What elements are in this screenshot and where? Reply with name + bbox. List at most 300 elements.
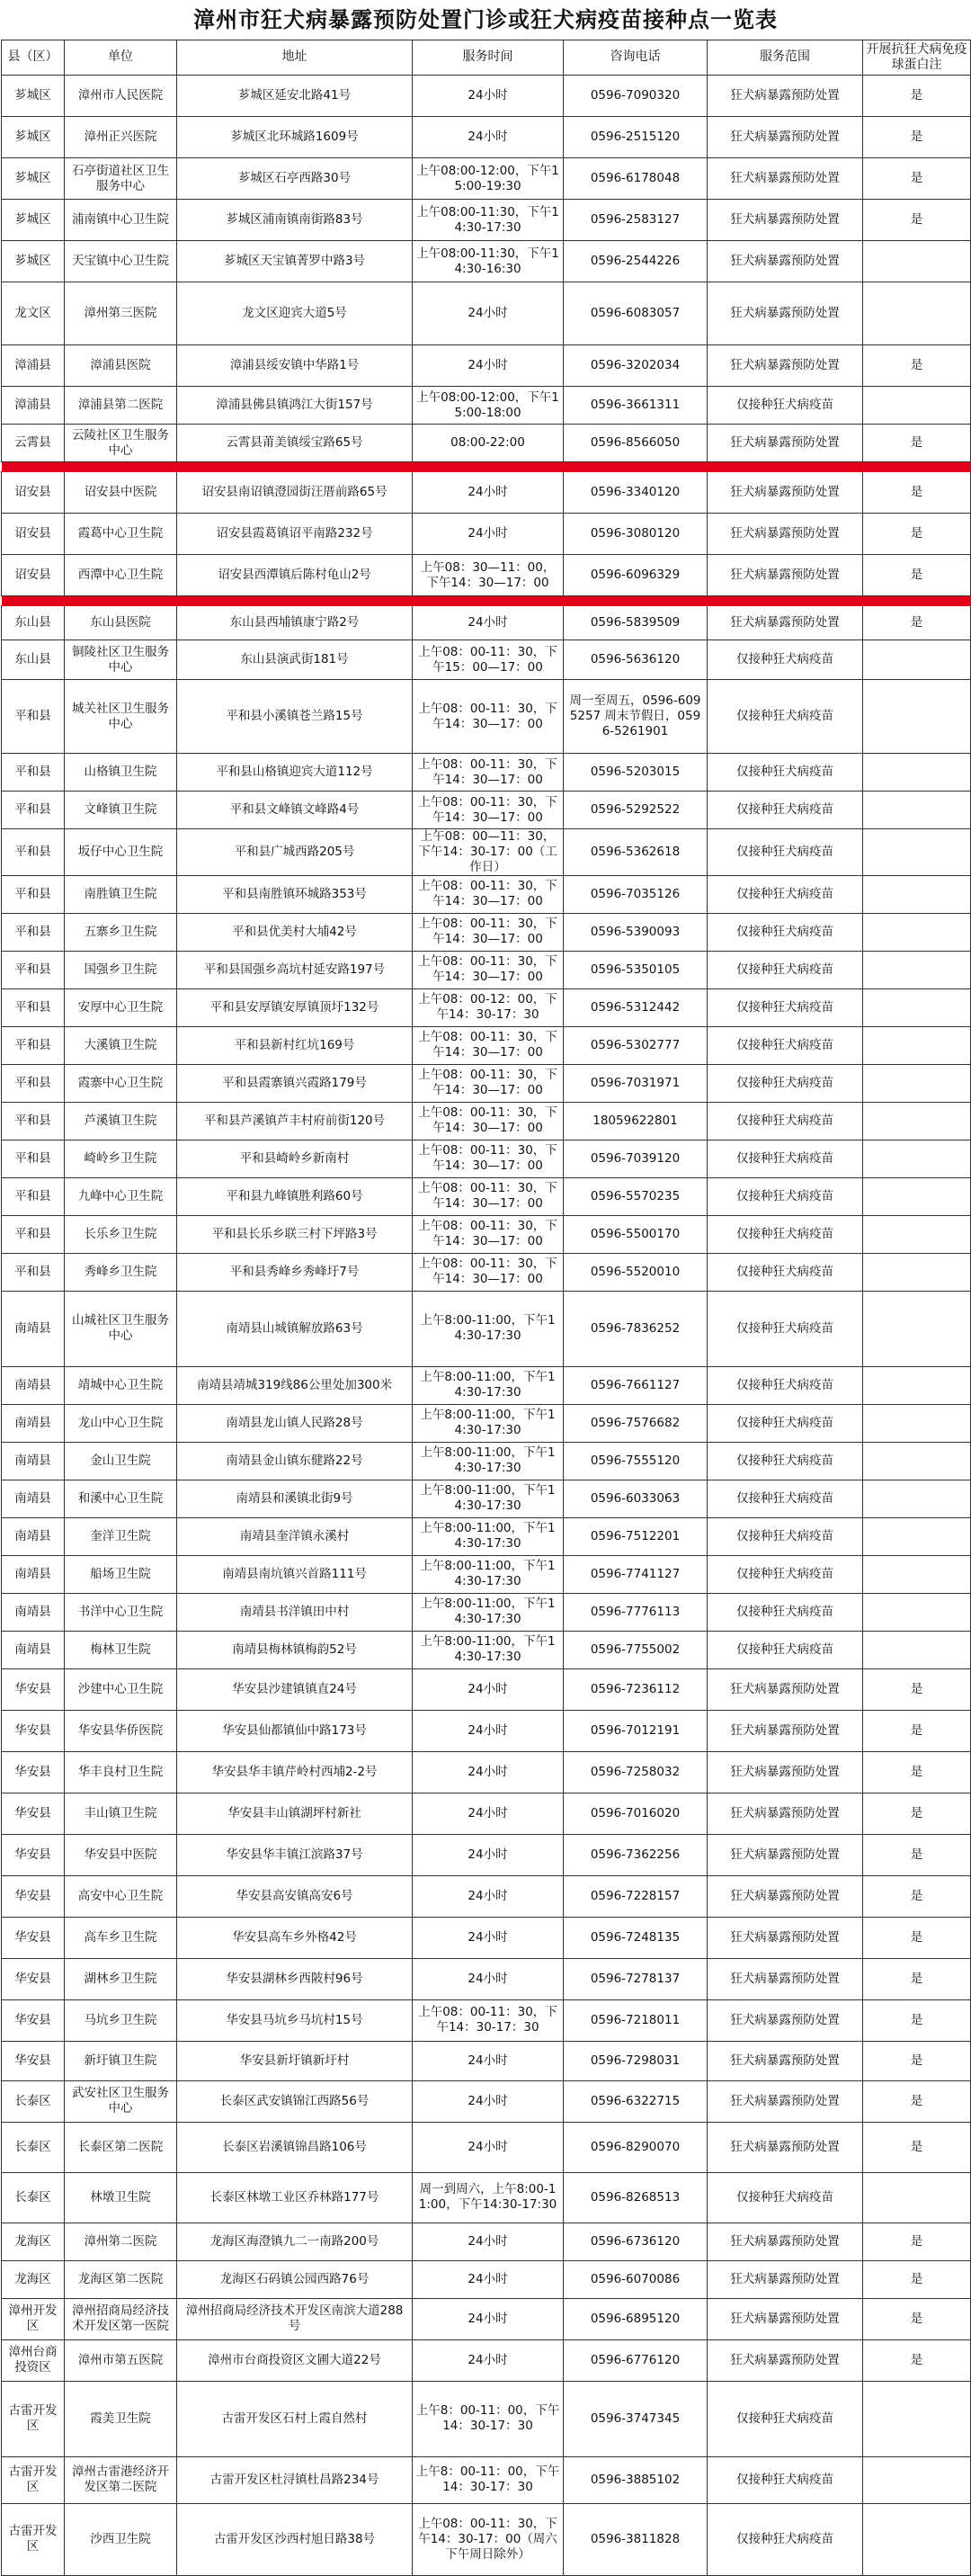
cell-county: 平和县 [2, 988, 65, 1026]
cell-hours: 上午08：00-11：30，下午14：30—17：00 [413, 1253, 564, 1291]
cell-immunoglobulin [863, 913, 971, 951]
cell-address: 龙海区石码镇公园西路76号 [177, 2260, 413, 2298]
cell-phone: 0596-5312442 [564, 988, 708, 1026]
cell-scope: 狂犬病暴露预防处置 [708, 425, 863, 462]
cell-address: 漳浦县佛县镇鸿江大街157号 [177, 387, 413, 425]
cell-hours: 上午08：00-11：30，下午14：30—17：00 [413, 792, 564, 829]
cell-county: 华安县 [2, 1668, 65, 1710]
cell-scope: 狂犬病暴露预防处置 [708, 1999, 863, 2041]
cell-scope: 狂犬病暴露预防处置 [708, 514, 863, 555]
cell-phone: 0596-3340120 [564, 472, 708, 514]
table-row [2, 387, 971, 425]
header-unit: 单位 [65, 40, 177, 76]
cell-immunoglobulin: 是 [863, 2260, 971, 2298]
cell-hours: 24小时 [413, 2223, 564, 2260]
cell-hours: 上午8:00-11:00，下午14:30-17:30 [413, 1442, 564, 1480]
cell-phone: 0596-7090320 [564, 76, 708, 117]
cell-unit: 南胜镇卫生院 [65, 875, 177, 913]
cell-scope: 狂犬病暴露预防处置 [708, 1710, 863, 1751]
cell-address: 诏安县霞葛镇诏平南路232号 [177, 514, 413, 555]
table-row [2, 1442, 971, 1480]
cell-address: 平和县小溪镇苍兰路15号 [177, 680, 413, 754]
cell-address: 南靖县和溪镇北街9号 [177, 1480, 413, 1517]
cell-unit: 船场卫生院 [65, 1555, 177, 1593]
cell-hours: 24小时 [413, 1668, 564, 1710]
cell-immunoglobulin: 是 [863, 1834, 971, 1875]
cell-unit: 长乐乡卫生院 [65, 1215, 177, 1253]
cell-hours: 上午8:00-11:00，下午14:30-17:30 [413, 1291, 564, 1366]
table-row [2, 829, 971, 876]
table-row [2, 117, 971, 158]
cell-hours: 24小时 [413, 2260, 564, 2298]
cell-hours: 24小时 [413, 1751, 564, 1793]
cell-immunoglobulin [863, 1026, 971, 1064]
cell-scope: 仅接种狂犬病疫苗 [708, 875, 863, 913]
cell-address: 华安县高车乡外格42号 [177, 1917, 413, 1958]
table-row [2, 1751, 971, 1793]
cell-phone: 0596-5302777 [564, 1026, 708, 1064]
cell-address: 平和县新村红坑169号 [177, 1026, 413, 1064]
cell-address: 芗城区天宝镇菁罗中路3号 [177, 241, 413, 282]
cell-immunoglobulin [863, 387, 971, 425]
cell-county: 平和县 [2, 829, 65, 876]
cell-immunoglobulin [863, 1366, 971, 1404]
cell-scope: 狂犬病暴露预防处置 [708, 1751, 863, 1793]
cell-phone: 0596-7836252 [564, 1291, 708, 1366]
cell-unit: 华丰良村卫生院 [65, 1751, 177, 1793]
cell-immunoglobulin: 是 [863, 345, 971, 387]
cell-county: 南靖县 [2, 1517, 65, 1555]
table-row [2, 1102, 971, 1140]
cell-county: 华安县 [2, 1875, 65, 1917]
cell-scope: 狂犬病暴露预防处置 [708, 472, 863, 514]
cell-scope: 仅接种狂犬病疫苗 [708, 387, 863, 425]
cell-phone: 0596-7298031 [564, 2041, 708, 2080]
cell-scope: 仅接种狂犬病疫苗 [708, 2172, 863, 2223]
table-row [2, 1253, 971, 1291]
cell-county: 华安县 [2, 1751, 65, 1793]
table-row [2, 1026, 971, 1064]
cell-scope: 仅接种狂犬病疫苗 [708, 1102, 863, 1140]
table-row [2, 2381, 971, 2456]
cell-address: 芗城区延安北路41号 [177, 76, 413, 117]
table-row [2, 158, 971, 200]
cell-address: 云霄县莆美镇绥宝路65号 [177, 425, 413, 462]
cell-county: 南靖县 [2, 1366, 65, 1404]
cell-immunoglobulin [863, 829, 971, 876]
table-row [2, 1875, 971, 1917]
table-row [2, 1404, 971, 1442]
cell-address: 南靖县龙山镇人民路28号 [177, 1404, 413, 1442]
cell-phone: 0596-7248135 [564, 1917, 708, 1958]
cell-immunoglobulin: 是 [863, 1958, 971, 1999]
cell-county: 芗城区 [2, 200, 65, 241]
cell-hours: 24小时 [413, 606, 564, 640]
cell-hours: 上午08：00-11：30，下午14：30—17：00 [413, 913, 564, 951]
cell-scope: 仅接种狂犬病疫苗 [708, 1555, 863, 1593]
cell-county: 平和县 [2, 680, 65, 754]
table-row [2, 988, 971, 1026]
cell-county: 芗城区 [2, 76, 65, 117]
cell-scope: 仅接种狂犬病疫苗 [708, 829, 863, 876]
cell-county: 华安县 [2, 1834, 65, 1875]
cell-phone: 0596-3885102 [564, 2456, 708, 2503]
cell-hours: 上午8:00-11:00，下午14:30-17:30 [413, 1555, 564, 1593]
table-row [2, 2122, 971, 2172]
cell-immunoglobulin [863, 2456, 971, 2503]
cell-hours: 上午08：00-11：30，下午14：30—17：00 [413, 951, 564, 988]
cell-county: 南靖县 [2, 1480, 65, 1517]
table-row [2, 1480, 971, 1517]
cell-county: 平和县 [2, 1064, 65, 1102]
cell-scope: 仅接种狂犬病疫苗 [708, 2456, 863, 2503]
cell-scope: 狂犬病暴露预防处置 [708, 2260, 863, 2298]
cell-scope: 狂犬病暴露预防处置 [708, 2339, 863, 2381]
cell-scope: 狂犬病暴露预防处置 [708, 1875, 863, 1917]
cell-hours: 上午08:00-11:30，下午14:30-17:30 [413, 200, 564, 241]
cell-unit: 湖林乡卫生院 [65, 1958, 177, 1999]
cell-county: 华安县 [2, 1999, 65, 2041]
cell-county: 平和县 [2, 1026, 65, 1064]
cell-scope: 狂犬病暴露预防处置 [708, 158, 863, 200]
cell-unit: 沙建中心卫生院 [65, 1668, 177, 1710]
cell-immunoglobulin [863, 754, 971, 792]
cell-unit: 靖城中心卫生院 [65, 1366, 177, 1404]
cell-immunoglobulin: 是 [863, 2122, 971, 2172]
cell-phone: 0596-3202034 [564, 345, 708, 387]
cell-hours: 24小时 [413, 117, 564, 158]
cell-immunoglobulin: 是 [863, 1793, 971, 1834]
cell-address: 芗城区石亭西路30号 [177, 158, 413, 200]
cell-unit: 文峰镇卫生院 [65, 792, 177, 829]
cell-county: 平和县 [2, 951, 65, 988]
cell-immunoglobulin: 是 [863, 1710, 971, 1751]
cell-scope: 仅接种狂犬病疫苗 [708, 1517, 863, 1555]
cell-immunoglobulin: 是 [863, 2080, 971, 2122]
cell-hours: 24小时 [413, 1958, 564, 1999]
cell-address: 华安县马坑乡马坑村15号 [177, 1999, 413, 2041]
cell-phone: 18059622801 [564, 1102, 708, 1140]
cell-scope: 狂犬病暴露预防处置 [708, 282, 863, 345]
cell-scope: 狂犬病暴露预防处置 [708, 200, 863, 241]
cell-hours: 上午8：00-11：00，下午14：30-17：30 [413, 2456, 564, 2503]
cell-unit: 城关社区卫生服务中心 [65, 680, 177, 754]
cell-phone: 0596-2544226 [564, 241, 708, 282]
table-row [2, 1366, 971, 1404]
cell-immunoglobulin: 是 [863, 2223, 971, 2260]
cell-phone: 0596-7576682 [564, 1404, 708, 1442]
table-row [2, 345, 971, 387]
cell-hours: 24小时 [413, 76, 564, 117]
cell-address: 南靖县南坑镇兴首路111号 [177, 1555, 413, 1593]
cell-hours: 上午08：00-11：30，下午14：30—17：00 [413, 1215, 564, 1253]
cell-county: 古雷开发区 [2, 2503, 65, 2575]
cell-address: 平和县长乐乡联三村下坪路3号 [177, 1215, 413, 1253]
cell-address: 平和县广城西路205号 [177, 829, 413, 876]
cell-county: 平和县 [2, 875, 65, 913]
cell-county: 诏安县 [2, 514, 65, 555]
cell-hours: 周一到周六，上午8:00-11:00，下午14:30-17:30 [413, 2172, 564, 2223]
divider-cell [2, 596, 971, 606]
table-row [2, 792, 971, 829]
table-row [2, 680, 971, 754]
cell-scope: 仅接种狂犬病疫苗 [708, 1064, 863, 1102]
cell-immunoglobulin: 是 [863, 1875, 971, 1917]
cell-hours: 24小时 [413, 345, 564, 387]
cell-hours: 上午8:00-11:00，下午14:30-17:30 [413, 1631, 564, 1668]
cell-address: 华安县新圩镇新圩村 [177, 2041, 413, 2080]
divider-cell [2, 462, 971, 472]
cell-county: 诏安县 [2, 555, 65, 596]
cell-phone: 0596-7035126 [564, 875, 708, 913]
cell-phone: 0596-3661311 [564, 387, 708, 425]
cell-county: 漳浦县 [2, 387, 65, 425]
cell-county: 华安县 [2, 1958, 65, 1999]
cell-county: 长泰区 [2, 2172, 65, 2223]
header-scope: 服务范围 [708, 40, 863, 76]
table-row [2, 1140, 971, 1177]
cell-immunoglobulin [863, 282, 971, 345]
cell-address: 龙文区迎宾大道5号 [177, 282, 413, 345]
cell-county: 平和县 [2, 1253, 65, 1291]
cell-scope: 狂犬病暴露预防处置 [708, 606, 863, 640]
cell-county: 南靖县 [2, 1404, 65, 1442]
cell-unit: 新圩镇卫生院 [65, 2041, 177, 2080]
cell-hours: 24小时 [413, 514, 564, 555]
cell-unit: 沙西卫生院 [65, 2503, 177, 2575]
cell-immunoglobulin [863, 875, 971, 913]
cell-scope: 狂犬病暴露预防处置 [708, 1793, 863, 1834]
cell-unit: 漳州市人民医院 [65, 76, 177, 117]
cell-unit: 国强乡卫生院 [65, 951, 177, 988]
cell-immunoglobulin: 是 [863, 606, 971, 640]
header-hours: 服务时间 [413, 40, 564, 76]
cell-scope: 狂犬病暴露预防处置 [708, 2223, 863, 2260]
cell-unit: 九峰中心卫生院 [65, 1177, 177, 1215]
cell-phone: 0596-7031971 [564, 1064, 708, 1102]
cell-scope: 狂犬病暴露预防处置 [708, 2122, 863, 2172]
cell-unit: 铜陵社区卫生服务中心 [65, 640, 177, 680]
cell-phone: 0596-5570235 [564, 1177, 708, 1215]
cell-unit: 云陵社区卫生服务中心 [65, 425, 177, 462]
cell-unit: 漳州招商局经济技术开发区第一医院 [65, 2298, 177, 2339]
cell-immunoglobulin: 是 [863, 472, 971, 514]
cell-county: 龙海区 [2, 2260, 65, 2298]
cell-county: 南靖县 [2, 1593, 65, 1631]
table-row [2, 951, 971, 988]
cell-hours: 上午08:00-12:00，下午15:00-18:00 [413, 387, 564, 425]
cell-county: 南靖县 [2, 1555, 65, 1593]
cell-unit: 秀峰乡卫生院 [65, 1253, 177, 1291]
cell-unit: 浦南镇中心卫生院 [65, 200, 177, 241]
cell-hours: 上午08：00—11：30，下午14：30-17：00（工作日） [413, 829, 564, 876]
cell-county: 诏安县 [2, 472, 65, 514]
red-divider-bar [2, 462, 971, 472]
table-row [2, 2172, 971, 2223]
cell-immunoglobulin: 是 [863, 158, 971, 200]
cell-unit: 书洋中心卫生院 [65, 1593, 177, 1631]
cell-immunoglobulin [863, 1253, 971, 1291]
cell-county: 华安县 [2, 1793, 65, 1834]
cell-scope: 仅接种狂犬病疫苗 [708, 754, 863, 792]
cell-county: 平和县 [2, 792, 65, 829]
cell-hours: 上午08：00-11：30，下午14：30—17：00 [413, 754, 564, 792]
cell-address: 平和县霞寨镇兴霞路179号 [177, 1064, 413, 1102]
cell-phone: 0596-3080120 [564, 514, 708, 555]
cell-unit: 龙海区第二医院 [65, 2260, 177, 2298]
cell-phone: 0596-7278137 [564, 1958, 708, 1999]
cell-scope: 仅接种狂犬病疫苗 [708, 1140, 863, 1177]
header-phone: 咨询电话 [564, 40, 708, 76]
cell-county: 南靖县 [2, 1442, 65, 1480]
table-row [2, 2041, 971, 2080]
cell-unit: 山格镇卫生院 [65, 754, 177, 792]
cell-immunoglobulin: 是 [863, 514, 971, 555]
cell-scope: 仅接种狂犬病疫苗 [708, 680, 863, 754]
cell-address: 漳州市台商投资区文圃大道22号 [177, 2339, 413, 2381]
cell-unit: 石亭街道社区卫生服务中心 [65, 158, 177, 200]
clinic-table [1, 40, 971, 2576]
cell-immunoglobulin: 是 [863, 555, 971, 596]
table-row [2, 1177, 971, 1215]
cell-hours: 08:00-22:00 [413, 425, 564, 462]
cell-unit: 漳州第三医院 [65, 282, 177, 345]
cell-immunoglobulin [863, 680, 971, 754]
cell-unit: 五寨乡卫生院 [65, 913, 177, 951]
cell-address: 华安县仙都镇仙中路173号 [177, 1710, 413, 1751]
cell-scope: 仅接种狂犬病疫苗 [708, 1177, 863, 1215]
cell-address: 南靖县金山镇东健路22号 [177, 1442, 413, 1480]
cell-hours: 上午08：00-11：30，下午14：30-17：00（周六下午周日除外） [413, 2503, 564, 2575]
cell-hours: 24小时 [413, 2298, 564, 2339]
cell-phone: 0596-5203015 [564, 754, 708, 792]
table-row [2, 514, 971, 555]
cell-address: 平和县安厚镇安厚镇顶圩132号 [177, 988, 413, 1026]
cell-hours: 24小时 [413, 2122, 564, 2172]
cell-address: 平和县秀峰乡秀峰圩7号 [177, 1253, 413, 1291]
cell-unit: 漳州古雷港经济开发区第二医院 [65, 2456, 177, 2503]
cell-county: 南靖县 [2, 1631, 65, 1668]
cell-immunoglobulin [863, 1140, 971, 1177]
cell-hours: 24小时 [413, 1710, 564, 1751]
cell-phone: 0596-6736120 [564, 2223, 708, 2260]
cell-address: 东山县演武街181号 [177, 640, 413, 680]
cell-county: 芗城区 [2, 241, 65, 282]
cell-phone: 0596-5500170 [564, 1215, 708, 1253]
cell-hours: 上午08：00-11：30，下午14：30—17：00 [413, 1026, 564, 1064]
page-title: 漳州市狂犬病暴露预防处置门诊或狂犬病疫苗接种点一览表 [193, 7, 778, 32]
cell-phone: 0596-5636120 [564, 640, 708, 680]
cell-county: 平和县 [2, 1215, 65, 1253]
table-row [2, 1710, 971, 1751]
cell-hours: 24小时 [413, 2041, 564, 2080]
table-row [2, 1555, 971, 1593]
cell-unit: 崎岭乡卫生院 [65, 1140, 177, 1177]
cell-phone: 0596-5839509 [564, 606, 708, 640]
cell-address: 诏安县西潭镇后陈村龟山2号 [177, 555, 413, 596]
cell-phone: 0596-7236112 [564, 1668, 708, 1710]
cell-phone: 0596-7258032 [564, 1751, 708, 1793]
cell-address: 漳州招商局经济技术开发区南滨大道288号 [177, 2298, 413, 2339]
cell-scope: 仅接种狂犬病疫苗 [708, 1366, 863, 1404]
cell-phone: 0596-7512201 [564, 1517, 708, 1555]
cell-address: 龙海区海澄镇九二一南路200号 [177, 2223, 413, 2260]
cell-hours: 上午08：00-11：30，下午14：30—17：00 [413, 1064, 564, 1102]
cell-county: 东山县 [2, 606, 65, 640]
cell-county: 云霄县 [2, 425, 65, 462]
cell-immunoglobulin: 是 [863, 2339, 971, 2381]
cell-phone: 0596-6178048 [564, 158, 708, 200]
cell-address: 平和县国强乡高坑村延安路197号 [177, 951, 413, 988]
cell-hours: 上午08：00-11：30，下午14：30—17：00 [413, 875, 564, 913]
cell-scope: 仅接种狂犬病疫苗 [708, 640, 863, 680]
cell-address: 长泰区岩溪镇锦昌路106号 [177, 2122, 413, 2172]
cell-phone: 0596-3811828 [564, 2503, 708, 2575]
table-row [2, 640, 971, 680]
cell-address: 长泰区武安镇锦江西路56号 [177, 2080, 413, 2122]
cell-unit: 东山县医院 [65, 606, 177, 640]
cell-scope: 狂犬病暴露预防处置 [708, 1958, 863, 1999]
cell-phone: 0596-7776113 [564, 1593, 708, 1631]
cell-immunoglobulin [863, 988, 971, 1026]
cell-immunoglobulin [863, 1404, 971, 1442]
cell-address: 华安县华丰镇芹岭村西埔2-2号 [177, 1751, 413, 1793]
cell-unit: 霞寨中心卫生院 [65, 1064, 177, 1102]
cell-scope: 狂犬病暴露预防处置 [708, 1834, 863, 1875]
table-row [2, 606, 971, 640]
cell-county: 古雷开发区 [2, 2381, 65, 2456]
cell-unit: 金山卫生院 [65, 1442, 177, 1480]
cell-address: 南靖县靖城319线86公里处加300米 [177, 1366, 413, 1404]
cell-address: 平和县山格镇迎宾大道112号 [177, 754, 413, 792]
table-row [2, 2260, 971, 2298]
cell-unit: 漳州正兴医院 [65, 117, 177, 158]
table-row [2, 200, 971, 241]
cell-hours: 上午08：00-11：30，下午14：30—17：00 [413, 680, 564, 754]
cell-unit: 芦溪镇卫生院 [65, 1102, 177, 1140]
cell-phone: 0596-7362256 [564, 1834, 708, 1875]
cell-hours: 上午08：00-11：30，下午14：30—17：00 [413, 1140, 564, 1177]
header-immunoglobulin: 开展抗狂犬病免疫球蛋白注 [863, 40, 971, 76]
cell-hours: 上午08：00-11：30，下午14：30—17：00 [413, 1102, 564, 1140]
cell-address: 芗城区北环城路1609号 [177, 117, 413, 158]
cell-scope: 仅接种狂犬病疫苗 [708, 1291, 863, 1366]
cell-county: 东山县 [2, 640, 65, 680]
cell-hours: 24小时 [413, 1875, 564, 1917]
table-row [2, 425, 971, 462]
table-row [2, 2339, 971, 2381]
table-row [2, 1668, 971, 1710]
cell-unit: 西潭中心卫生院 [65, 555, 177, 596]
cell-county: 长泰区 [2, 2080, 65, 2122]
cell-phone: 0596-6776120 [564, 2339, 708, 2381]
cell-address: 平和县南胜镇环城路353号 [177, 875, 413, 913]
cell-immunoglobulin [863, 1177, 971, 1215]
cell-hours: 上午08：00-11：30，下午15：00—17：00 [413, 640, 564, 680]
cell-scope: 狂犬病暴露预防处置 [708, 2080, 863, 2122]
cell-county: 芗城区 [2, 117, 65, 158]
table-row [2, 1999, 971, 2041]
cell-phone: 0596-2515120 [564, 117, 708, 158]
cell-immunoglobulin: 是 [863, 1751, 971, 1793]
cell-county: 华安县 [2, 1710, 65, 1751]
table-row [2, 913, 971, 951]
cell-county: 平和县 [2, 913, 65, 951]
cell-scope: 仅接种狂犬病疫苗 [708, 1215, 863, 1253]
cell-scope: 仅接种狂犬病疫苗 [708, 1442, 863, 1480]
cell-address: 芗城区浦南镇南街路83号 [177, 200, 413, 241]
cell-address: 古雷开发区石村上霞自然村 [177, 2381, 413, 2456]
